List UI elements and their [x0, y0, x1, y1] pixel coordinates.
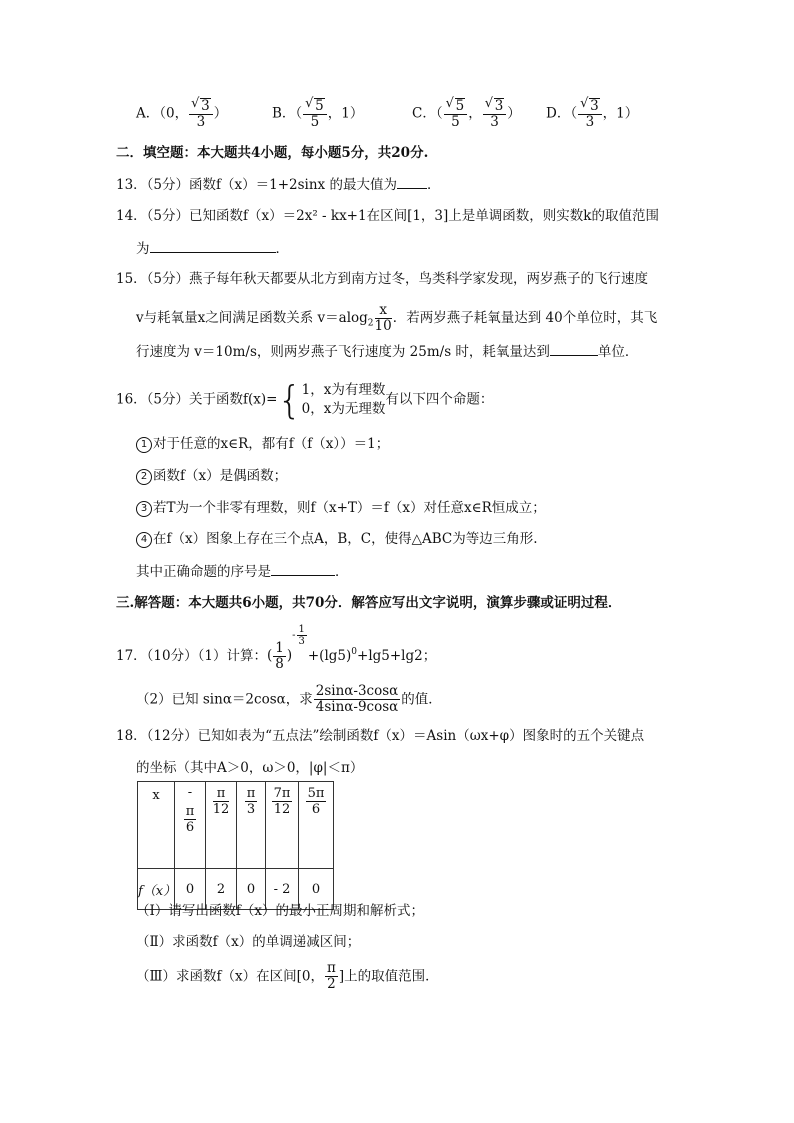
q17-part1: 17．（10分）（1）计算：( $\frac{1}{8}$ )- $\frac{1}{3}$ $+(\lg 5)^0+\lg 5+\lg 2$；	[116, 624, 437, 672]
q15-line3: 行速度为 v＝10m/s，则两岁燕子飞行速度为 25m/s 时，耗氧量达到 单位．	[136, 341, 638, 362]
q16-item-4: 4 在f（x）图象上存在三个点A，B，C，使得△ABC为等边三角形.	[136, 529, 538, 549]
q17-part2: （2）已知 sinα＝2cosα，求 $\frac{2\sin\alpha-3\cos\alpha}{4\sin\alpha-9\cos\alpha}$ 的值．	[136, 683, 442, 715]
section3-title: 三.解答题：本大题共6小题，共70分．解答应写出文字说明，演算步骤或证明过程．	[116, 595, 622, 611]
table-cell: 0	[299, 869, 334, 910]
five-point-table	[137, 781, 334, 910]
table-header-cell: x	[138, 782, 175, 869]
q18-part2: （Ⅱ）求函数f（x）的单调递减区间；	[136, 934, 361, 950]
circled-number-icon: 4	[136, 532, 152, 548]
q16-answer: 其中正确命题的序号是 ．	[136, 561, 349, 582]
table-cell: 2	[206, 869, 237, 910]
table-cell: 0	[175, 869, 206, 910]
table-cell: - 2	[266, 869, 299, 910]
table-cell: $\frac{7\pi}{12}$	[266, 782, 299, 869]
q18-part3: （Ⅲ）求函数f（x）在区间[0， $\frac{\pi}{2}$ ]上的取值范围．	[136, 960, 439, 992]
table-cell: $\frac{\pi}{12}$	[206, 782, 237, 869]
q16-header: 16．（5分）关于函数f(x)={ 1，x为有理数 0，x为无理数 有以下四个命题：	[116, 377, 494, 422]
q14-answer-blank	[150, 238, 276, 253]
option-b: B．（ √ 5 5 ，1）	[272, 96, 364, 130]
option-c: C．（ √ 5 5 ， √ 3 3 ）	[412, 96, 521, 130]
table-row	[138, 782, 334, 869]
table-cell: $\frac{\pi}{3}$	[237, 782, 266, 869]
q16-answer-blank	[271, 561, 335, 576]
piecewise-cases: 1，x为有理数 0，x为无理数	[301, 381, 386, 417]
q18-part1: （Ⅰ）请写出函数f（x）的最小正周期和解析式；	[136, 903, 424, 919]
table-cell: 0	[237, 869, 266, 910]
q13-answer-blank	[397, 174, 427, 189]
q18-line2: 的坐标（其中A＞0，ω＞0，|φ|＜π）	[136, 760, 364, 776]
q18-line1: 18．（12分）已知如表为“五点法”绘制函数f（x）＝Asin（ωx+φ）图象时的五个关键点	[116, 728, 645, 744]
q15-answer-blank	[550, 341, 598, 356]
q14-line1: 14．（5分）已知函数f（x）＝2x² - kx+1在区间[1，3]上是单调函数，则实数k的取值范围	[116, 208, 659, 224]
q13: 13．（5分）函数f（x）＝1+2sinx 的最大值为 ．	[116, 174, 440, 195]
option-d: D．（ √ 3 3 ，1）	[546, 96, 639, 130]
left-brace-icon: {	[277, 377, 302, 422]
q15-line1: 15．（5分）燕子每年秋天都要从北方到南方过冬，鸟类科学家发现，两岁燕子的飞行速度	[116, 271, 649, 287]
circled-number-icon: 3	[136, 501, 152, 517]
q16-item-1: 1 对于任意的x∈R，都有f（f（x））＝1；	[136, 434, 389, 454]
circled-number-icon: 2	[136, 469, 152, 485]
q16-item-3: 3 若T为一个非零有理数，则f（x+T）＝f（x）对任意x∈R恒成立；	[136, 498, 546, 518]
section2-title: 二．填空题：本大题共4小题，每小题5分，共20分.	[116, 145, 429, 161]
q16-item-2: 2 函数f（x）是偶函数；	[136, 466, 287, 486]
table-cell: $\frac{5\pi}{6}$	[299, 782, 334, 869]
q14-line2: 为 ．	[136, 238, 289, 259]
circled-number-icon: 1	[136, 437, 152, 453]
q15-line2: v与耗氧量x之间满足函数关系 v＝alog$_2$ $\frac{x}{10}$ ．若两岁燕子耗氧量达到 40个单位时，其飞	[136, 302, 658, 334]
table-cell: - $\frac{\pi}{6}$	[175, 782, 206, 869]
option-a: A．（0， √ 3 3 ）	[136, 96, 228, 130]
table-header-cell: f（x）	[138, 869, 175, 910]
